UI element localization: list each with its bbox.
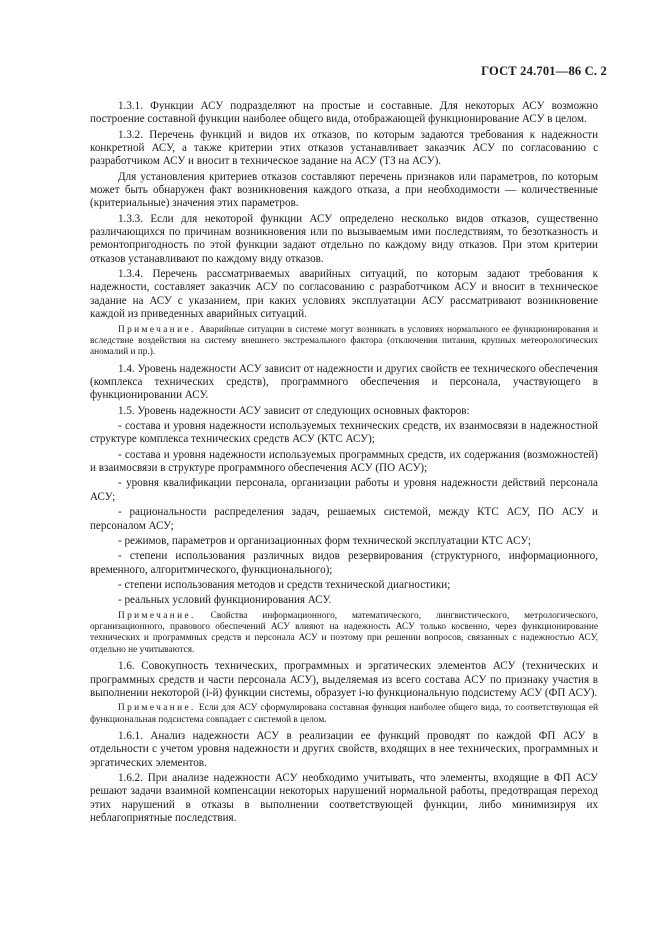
note-label: Примечание. — [118, 610, 196, 621]
paragraph-1-5: 1.5. Уровень надежности АСУ зависит от следующих основных факторов: — [118, 404, 470, 417]
paragraph-1-4: 1.4. Уровень надежности АСУ зависит от надежности и других свойств ее технического обеспечения (комплекса технических средств), программного обеспечения и персонала, участвующего в функционировании АСУ. — [90, 362, 598, 402]
paragraph-failure-criteria: Для установления критериев отказов составляют перечень признаков или параметров, по которым может быть обнаружен факт возникновения каждого отказа, а при необходимости — количественные (критериальные) значения этих параметров. — [90, 170, 598, 210]
paragraph-1-6-1: 1.6.1. Анализ надежности АСУ в реализации ее функций проводят по каждой ФП АСУ в отдельности с учетом уровня надежности и других свойств, входящих в нее технических, программных и эргатических элементов. — [90, 730, 598, 769]
list-item-technical-means: - состава и уровня надежности используемых технических средств, их взаимосвязи в надежностной структуре комплекса технических средств АСУ (КТС АСУ); — [90, 420, 598, 446]
note-text: Свойства информационного, математического, лингвистического, метрологического, организационного, правового обеспечений АСУ влияют на надежность АСУ только косвенно, через функционирование технических и программных средств и персонала АСУ и поэтому при решении вопросов, связанных с надежностью АСУ, отдельно не учитываются. — [90, 610, 598, 655]
paragraph-1-6: 1.6. Совокупность технических, программных и эргатических элементов АСУ (технических и программных средств и части персонала АСУ), выделяемая из всего состава АСУ по признаку участия в выполнении некоторой (i-й) функции системы, образует i-ю функциональную подсистему АСУ (ФП АСУ). — [90, 660, 598, 699]
note-text: Если для АСУ сформулирована составная функция наиболее общего вида, то соответствующая ей функциональная подсистема совпадает с системой в целом. — [90, 703, 598, 725]
note-emergency-situations — [90, 325, 598, 359]
list-item-conditions: - реальных условий функционирования АСУ. — [118, 594, 332, 607]
paragraph-1-6-2: 1.6.2. При анализе надежности АСУ необходимо учитывать, что элементы, входящие в ФП АСУ решают задачи взаимной компенсации некоторых нарушений нормальной работы, предотвращая переход этих нарушений в отказы в выполнении соответствующей функции, либо минимизируя их неблагоприятные последствия. — [90, 772, 598, 825]
list-item-redundancy: - степени использования различных видов резервирования (структурного, информационного, временного, алгоритмического, функционального); — [90, 550, 598, 576]
note-text: Аварийные ситуации в системе могут возникать в условиях нормального ее функционирования и вследствие воздействия на систему внешнего экстремального фактора (отключения питания, крупных метеорологических аномалий и пр.). — [90, 324, 598, 358]
paragraph-1-3-1: 1.3.1. Функции АСУ подразделяют на простые и составные. Для некоторых АСУ возможно построение составной функции наиболее общего вида, отображающей функционирование АСУ в целом. — [90, 100, 598, 126]
list-item-software-means: - состава и уровня надежности используемых программных средств, их содержания (возможностей) и взаимосвязи в структуре программного обеспечения АСУ (ПО АСУ); — [90, 448, 598, 475]
page-header: ГОСТ 24.701—86 С. 2 — [481, 64, 607, 78]
document-body — [90, 100, 598, 827]
note-label: Примечание. — [118, 324, 196, 335]
list-item-diagnostics: - степени использования методов и средств технической диагностики; — [118, 578, 451, 591]
paragraph-1-3-2: 1.3.2. Перечень функций и видов их отказов, по которым задаются требования к надежности конкретной АСУ, а также критерии этих отказов устанавливает заказчик АСУ по согласованию с разработчиком АСУ и вносит в техническое задание на АСУ (ТЗ на АСУ). — [90, 128, 598, 168]
list-item-operation-modes: - режимов, параметров и организационных форм технической эксплуатации КТС АСУ; — [118, 534, 531, 547]
note-support-properties — [90, 611, 598, 657]
list-item-task-distribution: - рациональности распределения задач, решаемых системой, между КТС АСУ, ПО АСУ и персоналом АСУ; — [90, 506, 598, 532]
paragraph-1-3-3: 1.3.3. Если для некоторой функции АСУ определено несколько видов отказов, существенно различающихся по причинам возникновения или по вызываемым ими последствиям, то безотказность и ремонтопригодность по этой функции задают отдельно по каждому виду отказов. При этом критерии отказов устанавливают по каждому виду отказов. — [90, 212, 598, 265]
note-label: Примечание. — [118, 703, 196, 714]
list-item-personnel-qualification: - уровня квалификации персонала, организации работы и уровня надежности действий персонала АСУ; — [90, 477, 598, 503]
note-composite-function — [90, 703, 598, 726]
paragraph-1-3-4: 1.3.4. Перечень рассматриваемых аварийных ситуаций, по которым задают требования к надежности, составляет заказчик АСУ по согласованию с разработчиком АСУ и вносит в техническое задание на АСУ с указанием, при каких условиях эксплуатации АСУ рассматривают возникновение каждой из приведенных аварийных ситуаций. — [90, 268, 598, 321]
